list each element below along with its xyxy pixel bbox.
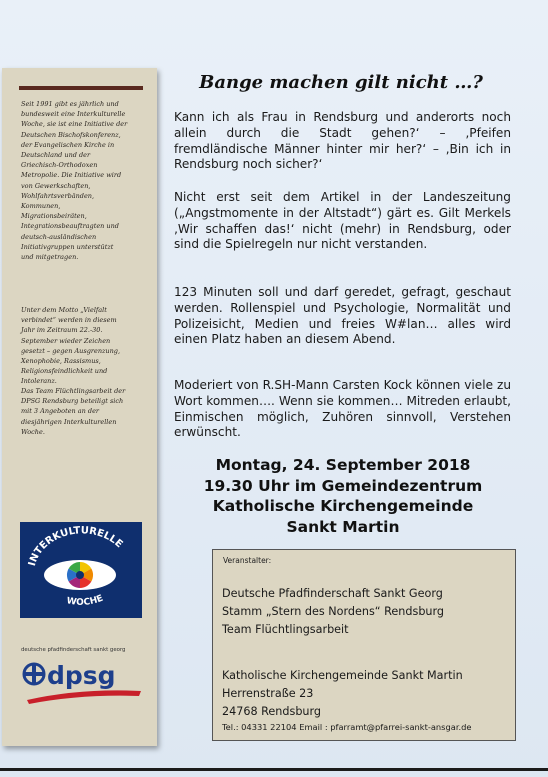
sidebar-team-text: Das Team Flüchtlingsarbeit der DPSG Rendsburg beteiligt sich mit 3 Angeboten an der diesjährigen Interkulturellen Woche.	[21, 387, 126, 436]
interkulturelle-woche-logo-graphic	[20, 522, 142, 618]
logo-top-text: INTERKULTURELLE	[26, 525, 125, 568]
event-date: Montag, 24. September 2018	[215, 456, 471, 474]
organizer-contact: Tel.: 04331 22104 Email : pfarramt@pfarrei-sankt-ansgar.de	[222, 722, 472, 732]
organizer-label: Veranstalter:	[223, 556, 272, 565]
svg-text:WOCHE	[66, 594, 105, 608]
dpsg-logo-graphic	[21, 658, 151, 706]
organizer-parish: Katholische Kirchengemeinde Sankt Martin	[222, 669, 463, 682]
event-time-place: 19.30 Uhr im Gemeindezentrum	[203, 476, 483, 495]
body-paragraph-3: 123 Minuten soll und darf geredet, gefragt, geschaut werden. Rollenspiel und Psychologie, Normalität und Polizeisicht, Medien und freies W#lan… alles wird einen Platz haben an diesem Abend.	[174, 285, 511, 347]
organizer-team: Team Flüchtlingsarbeit	[222, 623, 349, 636]
bottom-divider	[0, 768, 548, 771]
lily-cross-icon	[23, 663, 45, 685]
event-details	[176, 455, 510, 537]
body-paragraph-4: Moderiert von R.SH-Mann Carsten Kock können viele zu Wort kommen…. Wenn sie kommen… Mitreden erlaubt, Einmischen möglich, Zuhören sinnvoll, Verstehen erwünscht.	[174, 378, 511, 440]
red-swoosh-icon	[27, 690, 141, 704]
dpsg-wordmark: dpsg	[47, 661, 116, 690]
page-title: Bange machen gilt nicht …?	[199, 72, 483, 93]
sidebar-motto-text: Unter dem Motto „Vielfalt verbindet“ werden in diesem Jahr im Zeitraum 22.-30. September wieder Zeichen gesetzt – gegen Ausgrenzung, Xenophobie, Rassismus, Religionsfeindlichkeit und Intoleranz.	[21, 306, 121, 386]
organizer-box	[212, 549, 516, 741]
dpsg-logo	[21, 658, 151, 706]
color-wheel-icon	[67, 562, 93, 588]
sidebar-panel	[2, 68, 157, 746]
body-paragraph-1: Kann ich als Frau in Rendsburg und anderorts noch allein durch die Stadt gehen?‘ – ‚Pfeifen fremdländische Männer hinter mir her?‘ – ‚Bin ich in Rendsburg noch sicher?‘	[174, 110, 511, 172]
organizer-dpsg: Deutsche Pfadfinderschaft Sankt Georg	[222, 587, 443, 600]
sidebar-intro-text: Seit 1991 gibt es jährlich und bundesweit eine Interkulturelle Woche, sie ist eine Initiative der Deutschen Bischofskonferenz, der Evangelischen Kirche in Deutschland und der Griechisch-Orthodoxen Metropolie. Die Initiative wird von Gewerkschaften, Wohlfahrtsverbänden, Kommunen, Migrationsbeiräten, Integrationsbeauftragten und deutsch-ausländischen Initiativgruppen unterstützt und mitgetragen.	[21, 100, 128, 262]
dpsg-small-text: deutsche pfadfinderschaft sankt georg	[21, 647, 126, 653]
logo-bottom-text: WOCHE	[65, 593, 105, 608]
interkulturelle-woche-logo	[20, 522, 142, 618]
event-venue-name: Sankt Martin	[286, 517, 400, 536]
organizer-city: 24768 Rendsburg	[222, 705, 322, 718]
sidebar-divider	[19, 86, 143, 90]
organizer-street: Herrenstraße 23	[222, 687, 314, 700]
body-paragraph-2: Nicht erst seit dem Artikel in der Landeszeitung („Angstmomente in der Altstadt“) gärt es. Gilt Merkels ‚Wir schaffen das!‘ nicht (mehr) in Rendsburg, oder sind die Spielregeln nur nicht verstanden.	[174, 190, 511, 252]
organizer-stamm: Stamm „Stern des Nordens“ Rendsburg	[222, 605, 445, 618]
event-venue: Katholische Kirchengemeinde	[212, 497, 474, 515]
